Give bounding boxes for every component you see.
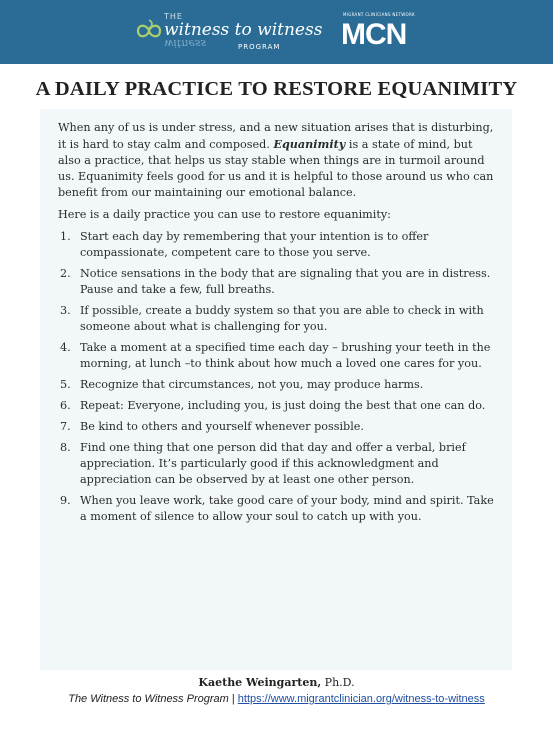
- step-text: Recognize that circumstances, not you, may produce harms.: [80, 378, 424, 391]
- author-name: Kaethe Weingarten,: [198, 676, 322, 689]
- header-banner: [0, 0, 553, 64]
- logo-program-text: PROGRAM: [238, 43, 281, 51]
- infinity-swirl-icon: [134, 16, 164, 46]
- program-name: The Witness to Witness Program: [68, 693, 229, 705]
- step-text: Take a moment at a specified time each day – brushing your teeth in the morning, at lunch –to think about how much a loved one cares for you.: [80, 341, 491, 370]
- step-text: When you leave work, take good care of your body, mind and spirit. Take a moment of silence to allow your soul to catch up with you.: [80, 494, 494, 523]
- step-number: 6.: [60, 399, 71, 412]
- witness-to-witness-logo: [134, 10, 324, 54]
- intro-text-end: is a state of mind, but also a practice, that helps us stay stable when things are in turmoil around us. Equanimity feels good for us and it is helpful to those around us who can benefit from our maintaining our emotional balance.: [58, 138, 494, 199]
- mcn-logo: [341, 12, 421, 56]
- lead-sentence: Here is a daily practice you can use to restore equanimity:: [58, 208, 391, 221]
- step-number: 1.: [60, 230, 71, 243]
- list-item: [58, 229, 498, 261]
- step-number: 9.: [60, 494, 71, 507]
- page-title: A DAILY PRACTICE TO RESTORE EQUANIMITY: [35, 78, 518, 100]
- logo-the-text: THE: [164, 12, 183, 21]
- list-item: [58, 440, 498, 488]
- step-number: 2.: [60, 267, 71, 280]
- step-text: Repeat: Everyone, including you, is just doing the best that one can do.: [80, 399, 486, 412]
- list-item: [58, 266, 498, 298]
- logo-mirror-text: witness: [164, 37, 207, 50]
- list-item: [58, 303, 498, 335]
- equanimity-term: Equanimity: [273, 137, 346, 151]
- author-degree: Ph.D.: [321, 676, 355, 689]
- step-text: If possible, create a buddy system so that you are able to check in with someone about what is challenging for you.: [80, 304, 484, 333]
- step-text: Start each day by remembering that your intention is to offer compassionate, competent care to those you serve.: [80, 230, 429, 259]
- step-text: Find one thing that one person did that day and offer a verbal, brief appreciation. It’s particularly good if this acknowledgment and appreciation can be observed by at least one other person.: [80, 441, 466, 486]
- practice-steps-list: [58, 229, 498, 525]
- author-credit: [0, 676, 553, 689]
- program-credit: [0, 693, 553, 705]
- logo-name-text: witness to witness: [164, 20, 323, 40]
- list-item: [58, 419, 498, 435]
- card-content: [58, 120, 498, 530]
- step-text: Notice sensations in the body that are signaling that you are in distress. Pause and take a few, full breaths.: [80, 267, 491, 296]
- list-item: [58, 493, 498, 525]
- step-number: 7.: [60, 420, 71, 433]
- step-number: 4.: [60, 341, 71, 354]
- list-item: [58, 377, 498, 393]
- step-number: 8.: [60, 441, 71, 454]
- footer: [0, 676, 553, 705]
- step-number: 3.: [60, 304, 71, 317]
- program-link[interactable]: https://www.migrantclinician.org/witness-to-witness: [237, 693, 485, 705]
- mcn-wordmark: MCN: [341, 18, 407, 51]
- step-text: Be kind to others and yourself whenever possible.: [80, 420, 364, 433]
- list-item: [58, 398, 498, 414]
- credit-separator: |: [228, 693, 238, 705]
- mcn-tagline: MIGRANT CLINICIANS NETWORK: [343, 12, 415, 17]
- list-item: [58, 340, 498, 372]
- content-card: [40, 109, 512, 670]
- step-number: 5.: [60, 378, 71, 391]
- intro-text-start: When any of us is under stress, and a new situation arises that is disturbing, it is hard to stay calm and composed.: [58, 121, 494, 151]
- intro-paragraph: [58, 120, 498, 201]
